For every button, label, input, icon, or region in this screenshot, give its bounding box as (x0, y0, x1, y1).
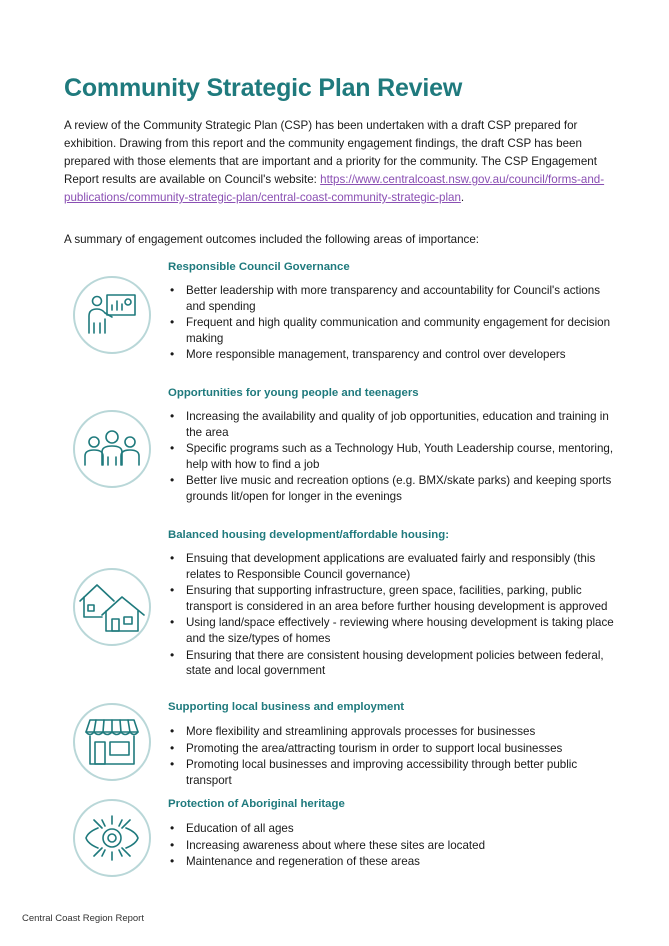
bullet-list (168, 821, 618, 871)
section-title: Balanced housing development/affordable housing: (168, 529, 449, 541)
section-title: Protection of Aboriginal heritage (168, 798, 345, 810)
list-item: • Promoting local businesses and improving accessibility through better public transport (168, 757, 618, 788)
page-title: Community Strategic Plan Review (64, 74, 463, 102)
list-item: • Better leadership with more transparency and accountability for Council's actions and spending (168, 283, 618, 314)
houses-icon (72, 567, 152, 647)
bullet-list (168, 409, 618, 506)
list-item: • Promoting the area/attracting tourism in order to support local businesses (168, 741, 618, 757)
intro-text: A review of the Community Strategic Plan (CSP) has been undertaken with a draft CSP prepared for exhibition. Drawing from this report and the community engagement findings, the draft CSP has been prepared with those elements that are important and a priority for the community. The CSP Engagement Report results are available on Council's website: (64, 119, 597, 186)
list-item: • Maintenance and regeneration of these areas (168, 854, 618, 870)
section-title: Responsible Council Governance (168, 261, 350, 273)
page-footer: Central Coast Region Report (22, 913, 144, 924)
bullet-list (168, 724, 618, 789)
group-people-icon (72, 409, 152, 489)
list-item: • Ensuing that development applications are evaluated fairly and responsibly (this relates to Responsible Council governance) (168, 551, 618, 582)
list-item: • Education of all ages (168, 821, 618, 837)
list-item: • Better live music and recreation options (e.g. BMX/skate parks) and keeping sports grounds lit/open for longer in the evenings (168, 473, 618, 504)
aboriginal-art-icon (72, 798, 152, 878)
shopfront-icon (72, 702, 152, 782)
summary-text: A summary of engagement outcomes included the following areas of importance: (64, 233, 480, 246)
intro-paragraph (64, 117, 624, 207)
list-item: • Using land/space effectively - reviewing where housing development is taking place and the size/types of homes (168, 615, 618, 646)
list-item: • Ensuring that supporting infrastructure, green space, facilities, parking, public transport is considered in an area before further housing development is approved (168, 583, 618, 614)
list-item: • More flexibility and streamlining approvals processes for businesses (168, 724, 618, 740)
list-item: • Increasing the availability and quality of job opportunities, education and training in the area (168, 409, 618, 440)
section-title: Supporting local business and employment (168, 701, 405, 713)
bullet-list (168, 283, 618, 364)
presentation-icon (72, 275, 152, 355)
bullet-list (168, 551, 618, 680)
intro-end: . (460, 191, 465, 204)
list-item: • Frequent and high quality communication and community engagement for decision making (168, 315, 618, 346)
list-item: • More responsible management, transparency and control over developers (168, 347, 618, 363)
list-item: • Specific programs such as a Technology Hub, Youth Leadership course, mentoring, help with how to find a job (168, 441, 618, 472)
csp-report-link[interactable]: https://www.centralcoast.nsw.gov.au/council/forms-and-publications/community-strategic-plan/central-coast-community-strategic-plan (64, 173, 605, 204)
list-item: • Increasing awareness about where these sites are located (168, 838, 618, 854)
list-item: • Ensuring that there are consistent housing development policies between federal, state and local government (168, 648, 618, 679)
section-title: Opportunities for young people and teenagers (168, 387, 419, 399)
